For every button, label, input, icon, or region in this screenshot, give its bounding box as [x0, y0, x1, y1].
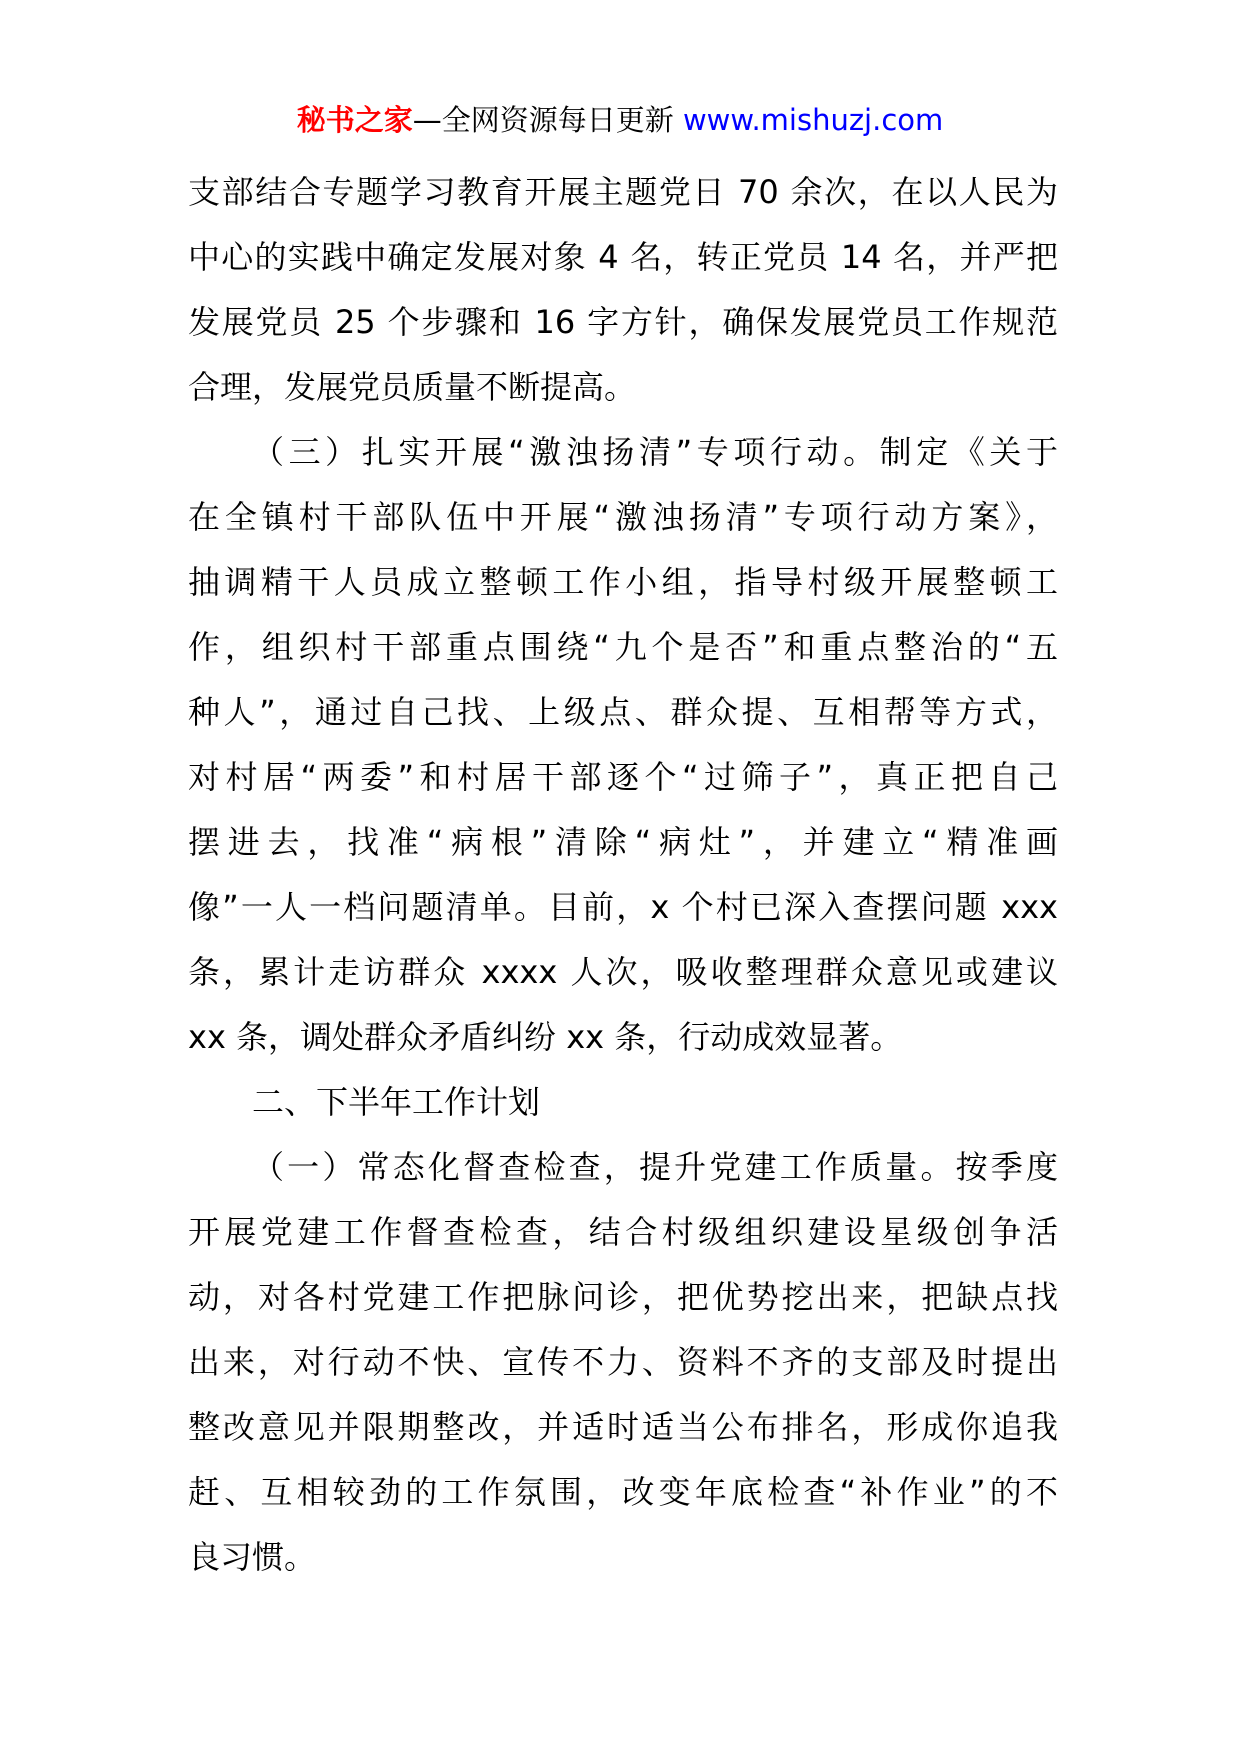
text-line: 作，组织村干部重点围绕“九个是否”和重点整治的“五 — [188, 628, 1058, 666]
text-line: 像”一人一档问题清单。目前，x 个村已深入查摆问题 xxx — [188, 888, 1058, 926]
section-three-heading-line: （三）扎实开展“激浊扬清”专项行动。制定《关于 — [252, 433, 1058, 471]
header-tagline: —全网资源每日更新 — [412, 103, 683, 137]
text-line: 支部结合专题学习教育开展主题党日 70 余次，在以人民为 — [188, 173, 1058, 211]
text-line: 种人”，通过自己找、上级点、群众提、互相帮等方式， — [188, 693, 1058, 731]
text-line: 动，对各村党建工作把脉问诊，把优势挖出来，把缺点找 — [188, 1278, 1058, 1316]
text-line: 抽调精干人员成立整顿工作小组，指导村级开展整顿工 — [188, 563, 1058, 601]
text-line: 条，累计走访群众 xxxx 人次，吸收整理群众意见或建议 — [188, 953, 1058, 991]
paragraph-end-line: xx 条，调处群众矛盾纠纷 xx 条，行动成效显著。 — [188, 1018, 903, 1056]
brand-name: 秘书之家 — [296, 103, 413, 137]
paragraph-end-line: 合理，发展党员质量不断提高。 — [188, 368, 637, 406]
subsection-one-heading-line: （一）常态化督查检查，提升党建工作质量。按季度 — [252, 1148, 1058, 1186]
text-line: 开展党建工作督查检查，结合村级组织建设星级创争活 — [188, 1213, 1058, 1251]
text-line: 对村居“两委”和村居干部逐个“过筛子”，真正把自己 — [188, 758, 1058, 796]
text-line: 中心的实践中确定发展对象 4 名，转正党员 14 名，并严把 — [188, 238, 1058, 276]
text-line: 出来，对行动不快、宣传不力、资料不齐的支部及时提出 — [188, 1343, 1058, 1381]
document-body — [188, 160, 1058, 1590]
text-line: 赶、互相较劲的工作氛围，改变年底检查“补作业”的不 — [188, 1473, 1058, 1511]
paragraph-end-line: 良习惯。 — [188, 1538, 317, 1576]
section-two-heading: 二、下半年工作计划 — [252, 1083, 541, 1121]
site-url-link[interactable]: www.mishuzj.com — [682, 103, 944, 137]
text-line: 在全镇村干部队伍中开展“激浊扬清”专项行动方案》， — [188, 498, 1058, 536]
text-line: 整改意见并限期整改，并适时适当公布排名，形成你追我 — [188, 1408, 1058, 1446]
text-line: 摆进去，找准“病根”清除“病灶”，并建立“精准画 — [188, 823, 1058, 861]
site-header — [0, 100, 1240, 140]
text-line: 发展党员 25 个步骤和 16 字方针，确保发展党员工作规范 — [188, 303, 1058, 341]
